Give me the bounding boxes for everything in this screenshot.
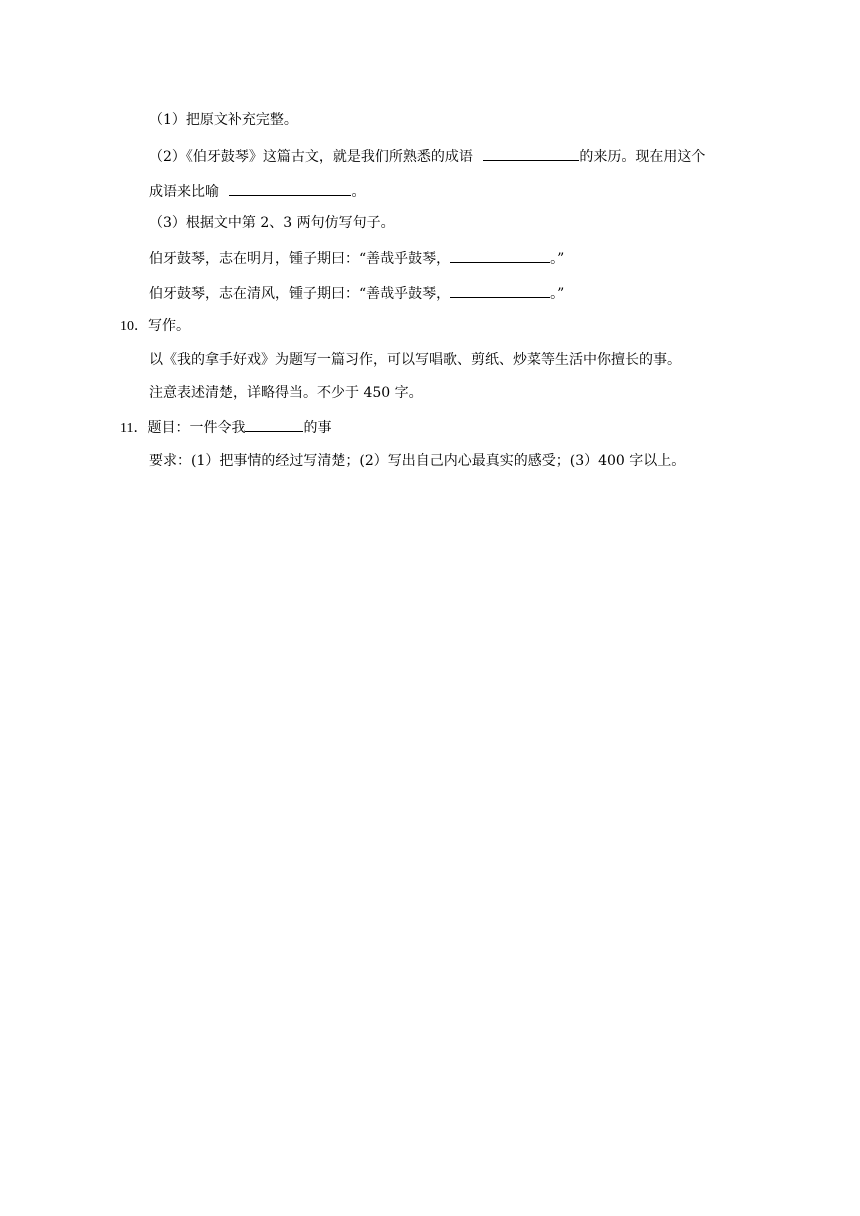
q10-line1-text: 以《我的拿手好戏》为题写一篇习作，可以写唱歌、剪纸、炒菜等生活中你擅长的事。	[149, 352, 681, 368]
imitation-1-text-b: 。”	[550, 251, 565, 267]
imitation-blank-1	[450, 247, 550, 263]
q9-sub2-text-a: （2）《伯牙鼓琴》这篇古文，就是我们所熟悉的成语	[149, 149, 473, 165]
q11-requirements-text: 要求：(1）把事情的经过写清楚；(2）写出自己内心最真实的感受；(3）400 字以上。	[149, 453, 686, 469]
idiom-blank	[483, 145, 579, 161]
q11-title-blank	[245, 416, 303, 432]
q9-sub2	[149, 145, 705, 167]
q10-title: 写作。	[148, 318, 190, 334]
q11-number: 11．	[120, 421, 148, 436]
q10-number: 10．	[120, 319, 148, 334]
q10-line1	[149, 350, 681, 370]
q11-requirements	[149, 451, 685, 471]
q11-title-b: 的事	[303, 420, 332, 436]
q9-sub2-text-d: 。	[351, 184, 366, 200]
imitation-blank-2	[450, 282, 550, 298]
imitation-2-text-a: 伯牙鼓琴，志在清风，锺子期曰：“善哉乎鼓琴，	[149, 286, 451, 302]
imitation-line-2	[149, 282, 564, 304]
q9-sub2-text-b: 的来历。现在用这个	[579, 149, 706, 165]
q9-sub3-text: （3）根据文中第 2、3 两句仿写句子。	[149, 215, 395, 231]
q10-line2	[149, 383, 423, 403]
imitation-1-text-a: 伯牙鼓琴，志在明月，锺子期曰：“善哉乎鼓琴，	[149, 251, 451, 267]
q10-line2-text: 注意表述清楚，详略得当。不少于 450 字。	[149, 385, 423, 401]
imitation-line-1	[149, 247, 564, 269]
q9-sub3	[149, 213, 395, 233]
q9-sub1-text: （1）把原文补充完整。	[149, 112, 298, 128]
q9-sub2-text-c: 成语来比喻	[149, 184, 219, 200]
imitation-2-text-b: 。”	[550, 286, 565, 302]
q11-heading	[120, 416, 331, 439]
q10-heading	[120, 316, 190, 337]
q11-title-a: 题目：一件令我	[147, 420, 246, 436]
q9-sub1	[149, 110, 298, 130]
q9-sub2-cont	[149, 180, 365, 202]
metaphor-blank	[229, 180, 351, 196]
